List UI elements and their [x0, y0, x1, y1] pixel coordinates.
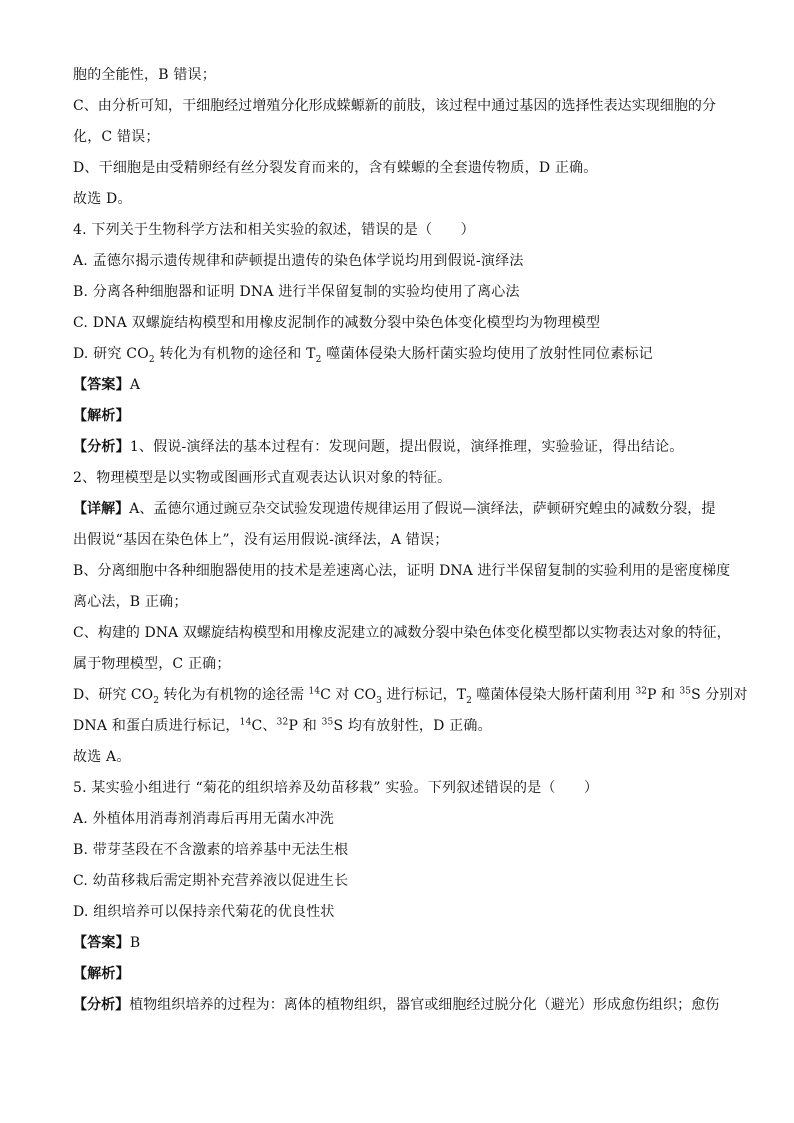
answer-tag: 【答案】: [73, 377, 130, 393]
option-c: C. DNA 双螺旋结构模型和用橡皮泥制作的减数分裂中染色体变化模型均为物理模型: [73, 315, 601, 331]
analysis-heading: 【解析】: [73, 966, 130, 982]
text-line: C、构建的 DNA 双螺旋结构模型和用橡皮泥建立的减数分裂中染色体变化模型都以实物表达对象的特征，: [73, 625, 731, 641]
option-b: B. 带芽茎段在不含激素的培养基中无法生根: [73, 842, 349, 858]
text-line: 故选 A。: [73, 749, 131, 765]
text-line: D、干细胞是由受精卵经有丝分裂发育而来的，含有蝾螈的全套遗传物质，D 正确。: [73, 160, 598, 176]
analysis-line: 【分析】植物组织培养的过程为：离体的植物组织，器官或细胞经过脱分化（避光）形成愈伤组织；愈伤: [73, 997, 720, 1013]
option-a: A. 外植体用消毒剂消毒后再用无菌水冲洗: [73, 811, 335, 827]
detail-line: 【详解】A、孟德尔通过豌豆杂交试验发现遗传规律运用了假说—演绎法，萨顿研究蝗虫的减数分裂，提: [73, 501, 716, 517]
text-line: DNA 和蛋白质进行标记，$^{14}$C、$^{32}$P 和 $^{35}$S 均有放射性，D 正确。: [73, 717, 492, 734]
text-line: 离心法，B 正确；: [73, 594, 188, 610]
analysis-tag: 【分析】: [73, 439, 130, 455]
answer-line: 【答案】B: [73, 935, 141, 951]
text-line: 出假说“基因在染色体上”，没有运用假说-演绎法，A 错误；: [73, 532, 449, 548]
analysis-line: 【分析】1、假说-演绎法的基本过程有：发现问题，提出假说，演绎推理，实验验证，得出结论。: [73, 439, 684, 455]
analysis-heading: 【解析】: [73, 408, 130, 424]
answer-line: 【答案】A: [73, 377, 141, 393]
analysis-tag: 【分析】: [73, 997, 130, 1013]
text-line: 故选 D。: [73, 191, 132, 207]
question-5-stem: 5. 某实验小组进行 “菊花的组织培养及幼苗移栽” 实验。下列叙述错误的是（ ）: [73, 780, 599, 796]
option-d: D. 组织培养可以保持亲代菊花的优良性状: [73, 904, 335, 920]
text-line: B、分离细胞中各种细胞器使用的技术是差速离心法，证明 DNA 进行半保留复制的实验利用的是密度梯度: [73, 563, 731, 579]
option-b: B. 分离各种细胞器和证明 DNA 进行半保留复制的实验均使用了离心法: [73, 284, 520, 300]
text-line: 2、物理模型是以实物或图画形式直观表达认识对象的特征。: [73, 470, 452, 486]
text-line: D、研究 $CO_2$ 转化为有机物的途径需 $^{14}$C 对 $CO_3$ 进行标记，$T_2$ 噬菌体侵染大肠杆菌利用 $^{32}$P 和 $^{35}$S 分别对: [73, 686, 748, 706]
option-d: D. 研究 $CO_2$ 转化为有机物的途径和 $T_2$ 噬菌体侵染大肠杆菌实验均使用了放射性同位素标记: [73, 346, 653, 365]
text-line: 胞的全能性，B 错误；: [73, 67, 216, 83]
text-line: C、由分析可知，干细胞经过增殖分化形成蝾螈新的前肢，该过程中通过基因的选择性表达实现细胞的分: [73, 98, 717, 114]
answer-tag: 【答案】: [73, 935, 130, 951]
option-a: A. 孟德尔揭示遗传规律和萨顿提出遗传的染色体学说均用到假说-演绎法: [73, 253, 524, 269]
detail-tag: 【详解】: [73, 501, 130, 517]
document-page: [73, 60, 748, 1021]
text-line: 属于物理模型，C 正确；: [73, 656, 231, 672]
question-4-stem: 4. 下列关于生物科学方法和相关实验的叙述，错误的是（ ）: [73, 222, 475, 238]
option-c: C. 幼苗移栽后需定期补充营养液以促进生长: [73, 873, 349, 889]
text-line: 化，C 错误；: [73, 129, 160, 145]
